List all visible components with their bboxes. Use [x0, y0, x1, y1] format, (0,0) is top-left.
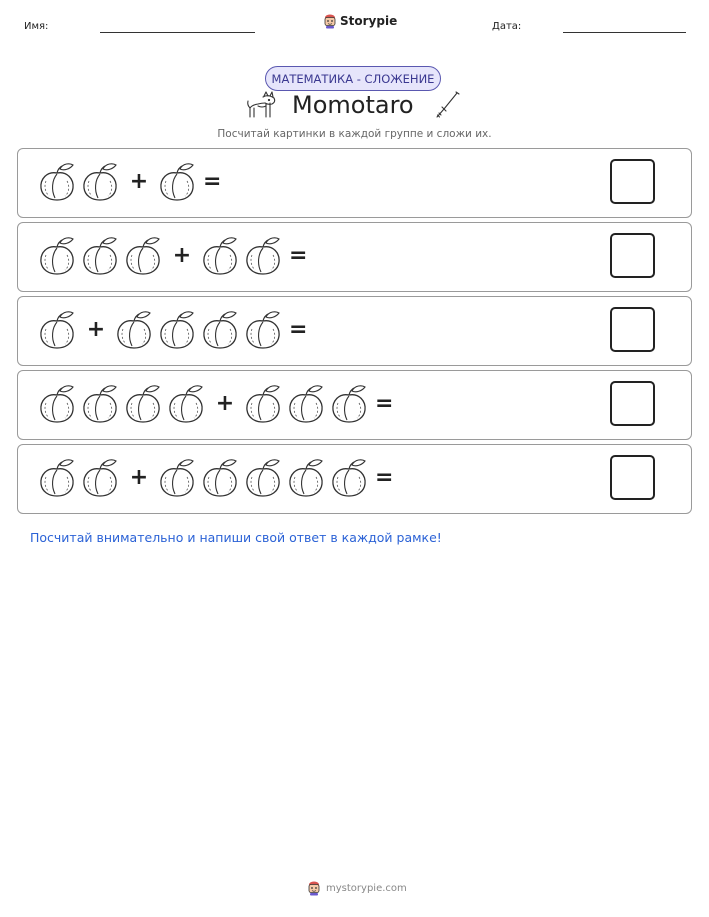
equals-sign: =: [375, 391, 394, 416]
peach-icon: [244, 236, 282, 276]
problem-expression: [38, 384, 393, 424]
plus-sign: +: [129, 465, 149, 490]
answer-box[interactable]: [610, 455, 655, 500]
storypie-logo-icon: [323, 13, 337, 29]
peach-icon: [124, 384, 162, 424]
peach-icon: [167, 384, 205, 424]
problem-row: [17, 444, 692, 514]
peach-icon: [81, 458, 119, 498]
peach-icon: [244, 458, 282, 498]
problem-expression: [38, 236, 307, 276]
footer-note: Посчитай внимательно и напиши свой ответ в каждой рамке!: [30, 530, 442, 545]
peach-icon: [38, 236, 76, 276]
equals-sign: =: [203, 169, 222, 194]
date-field[interactable]: [563, 32, 686, 33]
peach-icon: [244, 384, 282, 424]
peach-icon: [81, 162, 119, 202]
answer-box[interactable]: [610, 159, 655, 204]
peach-icon: [201, 310, 239, 350]
plus-sign: +: [215, 391, 235, 416]
peach-icon: [38, 310, 76, 350]
equals-sign: =: [289, 317, 308, 342]
sword-icon: [433, 90, 461, 120]
peach-icon: [115, 310, 153, 350]
plus-sign: +: [129, 169, 149, 194]
brand: [323, 13, 397, 29]
peach-icon: [201, 458, 239, 498]
peach-icon: [124, 236, 162, 276]
peach-icon: [158, 162, 196, 202]
footer-url: mystorypie.com: [326, 882, 407, 894]
answer-box[interactable]: [610, 307, 655, 352]
problem-row: [17, 296, 692, 366]
plus-sign: +: [172, 243, 192, 268]
peach-icon: [158, 458, 196, 498]
peach-icon: [330, 458, 368, 498]
answer-box[interactable]: [610, 233, 655, 278]
peach-icon: [244, 310, 282, 350]
problem-row: [17, 222, 692, 292]
problem-row: [17, 148, 692, 218]
problem-expression: [38, 162, 221, 202]
peach-icon: [330, 384, 368, 424]
peach-icon: [81, 236, 119, 276]
plus-sign: +: [86, 317, 106, 342]
peach-icon: [158, 310, 196, 350]
name-label: Имя:: [24, 21, 49, 32]
date-label: Дата:: [492, 21, 522, 32]
brand-name: Storypie: [340, 14, 398, 28]
answer-box[interactable]: [610, 381, 655, 426]
peach-icon: [38, 458, 76, 498]
dog-icon: [244, 90, 278, 120]
peach-icon: [287, 458, 325, 498]
problem-expression: [38, 458, 393, 498]
equals-sign: =: [375, 465, 394, 490]
subject-badge: МАТЕМАТИКА - СЛОЖЕНИЕ: [265, 66, 441, 91]
peach-icon: [38, 162, 76, 202]
name-field[interactable]: [100, 32, 255, 33]
peach-icon: [81, 384, 119, 424]
footer-brand: [307, 880, 407, 896]
problem-expression: [38, 310, 307, 350]
page-title: Momotaro: [292, 91, 414, 119]
instruction: Посчитай картинки в каждой группе и сложи их.: [217, 128, 492, 140]
peach-icon: [38, 384, 76, 424]
peach-icon: [201, 236, 239, 276]
storypie-logo-icon: [307, 880, 321, 896]
equals-sign: =: [289, 243, 308, 268]
peach-icon: [287, 384, 325, 424]
problem-row: [17, 370, 692, 440]
